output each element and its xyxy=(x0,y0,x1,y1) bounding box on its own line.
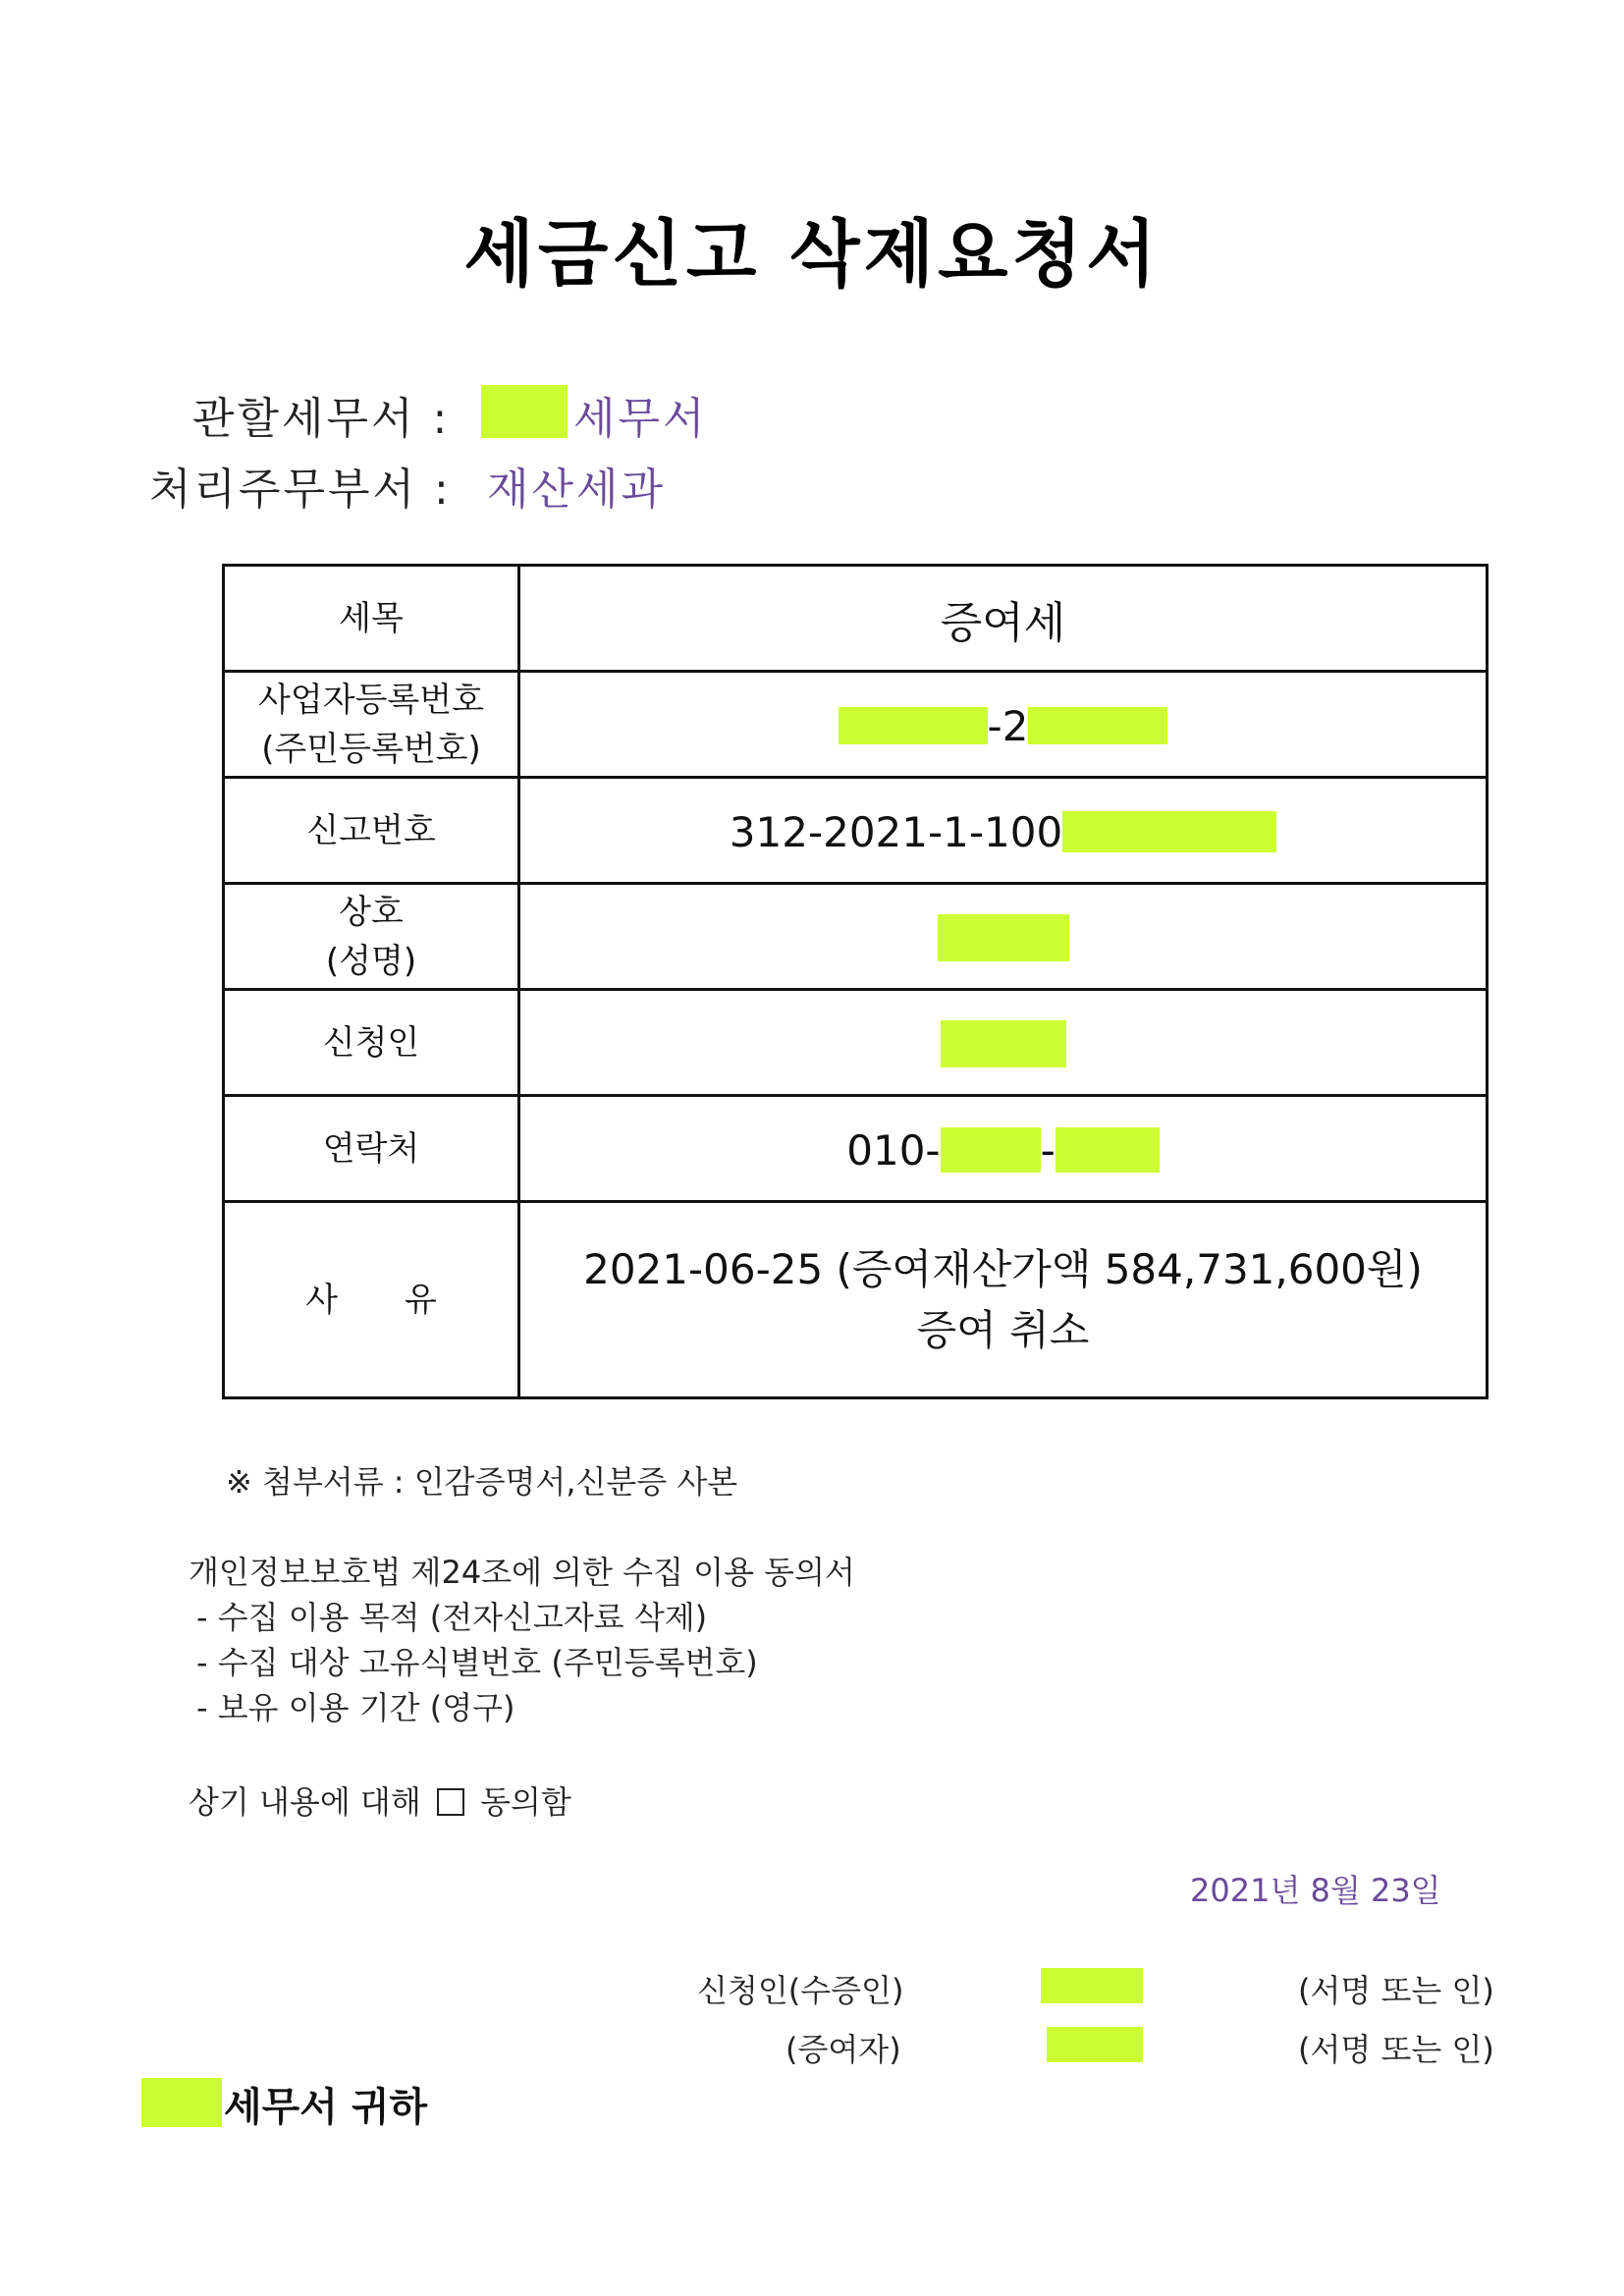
consent-item-purpose: - 수집 이용 목적 (전자신고자료 삭제) xyxy=(196,1599,708,1636)
consent-checkbox[interactable] xyxy=(437,1788,464,1816)
consent-item-retention: - 보유 이용 기간 (영구) xyxy=(196,1689,515,1726)
row-applicant xyxy=(224,990,1488,1096)
reason-line2: 증여 취소 xyxy=(916,1305,1090,1354)
redacted-applicant xyxy=(941,1020,1066,1067)
row-business-name xyxy=(224,884,1488,990)
consent-agree-row xyxy=(189,1777,571,1823)
consent-agree-prefix: 상기 내용에 대해 xyxy=(189,1783,421,1821)
redacted-applicant-signature-name xyxy=(1041,1968,1143,2003)
applicant-sign-hint: (서명 또는 인) xyxy=(1298,1972,1494,2009)
registration-number-value xyxy=(519,672,1488,778)
tax-type-label: 세목 xyxy=(224,566,519,672)
redacted-tax-office xyxy=(481,385,568,438)
contact-prefix: 010- xyxy=(846,1125,941,1175)
consent-item-identifier: - 수집 대상 고유식별번호 (주민등록번호) xyxy=(196,1644,758,1681)
reason-line1: 2021-06-25 (증여재산가액 584,731,600원) xyxy=(583,1244,1423,1293)
tax-office-value: 세무서 xyxy=(573,394,708,444)
row-tax-type xyxy=(224,566,1488,672)
dept-value: 재산세과 xyxy=(487,465,667,515)
report-number-value xyxy=(519,778,1488,884)
document-title: 세금신고 삭제요청서 xyxy=(463,212,1161,297)
reason-value xyxy=(519,1202,1488,1398)
dept-label: 처리주무부서 : xyxy=(149,465,452,515)
request-table xyxy=(222,564,1489,1399)
business-name-label-line2: (성명) xyxy=(325,941,417,981)
redacted-footer-office xyxy=(141,2078,222,2127)
business-name-value xyxy=(519,884,1488,990)
report-number-text: 312-2021-1-100 xyxy=(729,807,1063,856)
row-reason xyxy=(224,1202,1488,1398)
donor-signature-label: (증여자) xyxy=(785,2031,901,2068)
tax-office-label: 관할세무서 : xyxy=(192,394,451,444)
redacted-business-name xyxy=(938,914,1069,961)
redacted-reg-no-part2 xyxy=(1028,707,1167,744)
redacted-reg-no-part1 xyxy=(839,707,988,744)
redacted-contact-part1 xyxy=(941,1127,1041,1173)
registration-number-label xyxy=(224,672,519,778)
redacted-report-number xyxy=(1062,811,1276,852)
row-registration-number xyxy=(224,672,1488,778)
registration-number-label-line1: 사업자등록번호 xyxy=(258,680,484,720)
reg-no-mid: -2 xyxy=(987,701,1029,750)
applicant-label: 신청인 xyxy=(224,990,519,1096)
registration-number-label-line2: (주민등록번호) xyxy=(261,729,481,769)
report-number-label: 신고번호 xyxy=(224,778,519,884)
row-report-number xyxy=(224,778,1488,884)
reason-label: 사 유 xyxy=(224,1202,519,1398)
tax-type-value: 증여세 xyxy=(519,566,1488,672)
redacted-donor-name xyxy=(1047,2027,1143,2062)
contact-value xyxy=(519,1096,1488,1202)
business-name-label xyxy=(224,884,519,990)
applicant-value xyxy=(519,990,1488,1096)
contact-separator: - xyxy=(1040,1125,1056,1175)
row-contact xyxy=(224,1096,1488,1202)
applicant-signature-label: 신청인(수증인) xyxy=(697,1972,904,2009)
redacted-contact-part2 xyxy=(1056,1127,1160,1173)
contact-label: 연락처 xyxy=(224,1096,519,1202)
consent-heading: 개인정보보호법 제24조에 의한 수집 이용 동의서 xyxy=(189,1554,855,1591)
request-date: 2021년 8월 23일 xyxy=(1190,1872,1441,1909)
consent-agree-label: 동의함 xyxy=(480,1783,571,1821)
donor-sign-hint: (서명 또는 인) xyxy=(1298,2031,1494,2068)
attachments-note: ※ 첨부서류 : 인감증명서,신분증 사본 xyxy=(226,1463,738,1501)
footer-addressee: 세무서 귀하 xyxy=(224,2085,428,2130)
business-name-label-line1: 상호 xyxy=(339,892,404,932)
